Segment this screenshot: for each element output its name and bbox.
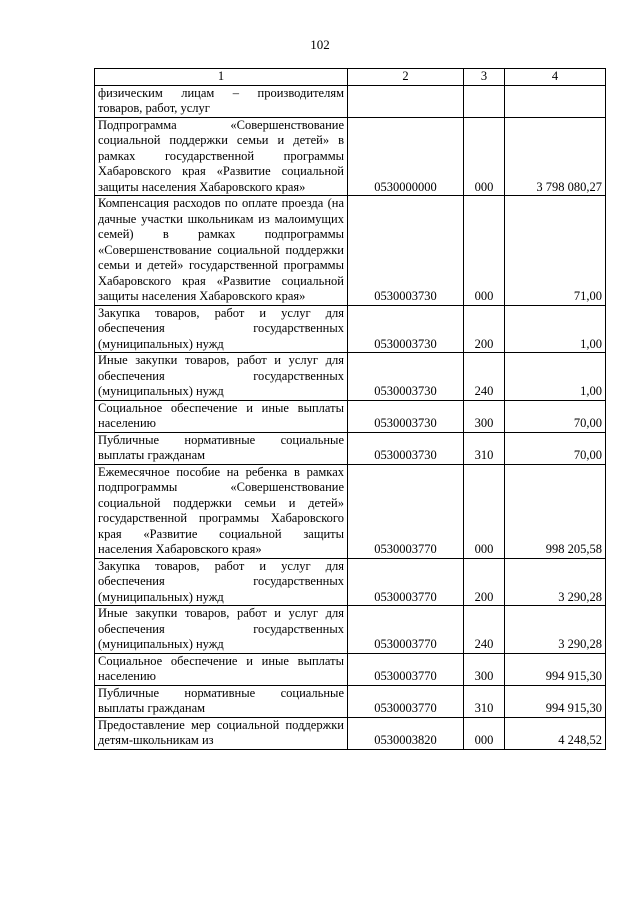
table-row xyxy=(95,117,606,196)
row-description: Публичные нормативные социальные выплаты гражданам xyxy=(95,432,348,464)
row-description: Подпрограмма «Совершенствование социальной поддержки семьи и детей» в рамках государственной программы Хабаровского края «Развитие социальной защиты населения Хабаровского края» xyxy=(95,117,348,196)
row-amount: 994 915,30 xyxy=(505,685,606,717)
table-row xyxy=(95,685,606,717)
row-expense-type: 240 xyxy=(464,353,505,401)
header-col-4: 4 xyxy=(505,69,606,86)
table-row xyxy=(95,85,606,117)
row-amount: 71,00 xyxy=(505,196,606,306)
row-description: Компенсация расходов по оплате проезда (на дачные участки школьникам из малоимущих семей) в рамках подпрограммы «Совершенствование социальной поддержки семьи и детей» государственной программы Хабаровского края «Развитие социальной защиты населения Хабаровского края» xyxy=(95,196,348,306)
row-expense-type: 000 xyxy=(464,464,505,558)
row-description: Социальное обеспечение и иные выплаты населению xyxy=(95,653,348,685)
row-target-code: 0530003770 xyxy=(348,653,464,685)
row-expense-type: 000 xyxy=(464,117,505,196)
row-description: Публичные нормативные социальные выплаты гражданам xyxy=(95,685,348,717)
row-target-code: 0530003770 xyxy=(348,606,464,654)
header-col-1: 1 xyxy=(95,69,348,86)
table-row xyxy=(95,558,606,606)
row-amount: 3 290,28 xyxy=(505,558,606,606)
row-target-code: 0530000000 xyxy=(348,117,464,196)
row-description: Ежемесячное пособие на ребенка в рамках подпрограммы «Совершенствование социальной поддержки семьи и детей» государственной программы Хабаровского края «Развитие социальной защиты населения Хабаровского края» xyxy=(95,464,348,558)
table-row xyxy=(95,464,606,558)
row-description: Предоставление мер социальной поддержки детям-школьникам из xyxy=(95,717,348,749)
row-description: физическим лицам – производителям товаров, работ, услуг xyxy=(95,85,348,117)
page-number: 102 xyxy=(310,37,330,52)
row-target-code: 0530003730 xyxy=(348,432,464,464)
row-target-code: 0530003730 xyxy=(348,196,464,306)
table-row xyxy=(95,653,606,685)
header-row xyxy=(95,69,606,86)
row-expense-type: 310 xyxy=(464,685,505,717)
table-row xyxy=(95,432,606,464)
row-target-code: 0530003770 xyxy=(348,685,464,717)
row-description: Закупка товаров, работ и услуг для обеспечения государственных (муниципальных) нужд xyxy=(95,305,348,353)
table-row xyxy=(95,400,606,432)
row-expense-type: 200 xyxy=(464,558,505,606)
row-amount xyxy=(505,85,606,117)
row-amount: 1,00 xyxy=(505,305,606,353)
row-expense-type: 310 xyxy=(464,432,505,464)
row-description: Иные закупки товаров, работ и услуг для обеспечения государственных (муниципальных) нужд xyxy=(95,606,348,654)
budget-table xyxy=(94,68,606,750)
row-expense-type: 000 xyxy=(464,196,505,306)
table-row xyxy=(95,717,606,749)
row-expense-type: 000 xyxy=(464,717,505,749)
row-amount: 1,00 xyxy=(505,353,606,401)
row-expense-type: 300 xyxy=(464,653,505,685)
row-description: Социальное обеспечение и иные выплаты населению xyxy=(95,400,348,432)
row-description: Иные закупки товаров, работ и услуг для обеспечения государственных (муниципальных) нужд xyxy=(95,353,348,401)
table-row xyxy=(95,305,606,353)
row-target-code: 0530003730 xyxy=(348,305,464,353)
row-amount: 3 798 080,27 xyxy=(505,117,606,196)
row-amount: 4 248,52 xyxy=(505,717,606,749)
header-col-2: 2 xyxy=(348,69,464,86)
header-col-3: 3 xyxy=(464,69,505,86)
row-target-code: 0530003770 xyxy=(348,464,464,558)
row-target-code: 0530003730 xyxy=(348,400,464,432)
row-target-code: 0530003820 xyxy=(348,717,464,749)
table-row xyxy=(95,606,606,654)
row-target-code xyxy=(348,85,464,117)
row-expense-type: 300 xyxy=(464,400,505,432)
table-row xyxy=(95,196,606,306)
row-amount: 3 290,28 xyxy=(505,606,606,654)
row-target-code: 0530003730 xyxy=(348,353,464,401)
row-amount: 994 915,30 xyxy=(505,653,606,685)
row-amount: 70,00 xyxy=(505,400,606,432)
row-expense-type: 240 xyxy=(464,606,505,654)
row-expense-type xyxy=(464,85,505,117)
row-amount: 998 205,58 xyxy=(505,464,606,558)
row-target-code: 0530003770 xyxy=(348,558,464,606)
row-amount: 70,00 xyxy=(505,432,606,464)
table-row xyxy=(95,353,606,401)
row-expense-type: 200 xyxy=(464,305,505,353)
row-description: Закупка товаров, работ и услуг для обеспечения государственных (муниципальных) нужд xyxy=(95,558,348,606)
